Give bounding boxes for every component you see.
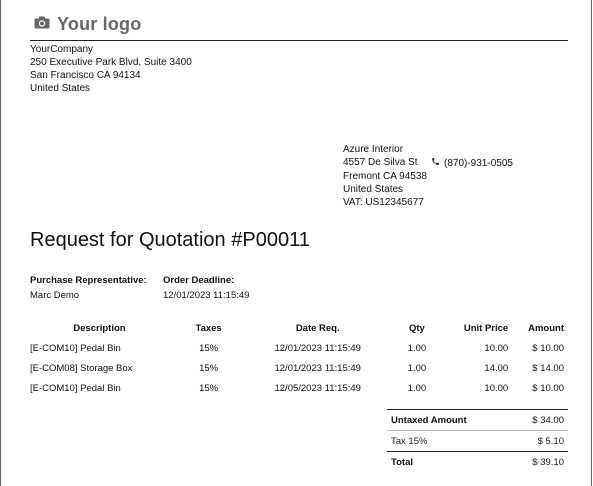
col-qty: Qty [409,322,425,334]
page-title: Request for Quotation #P00011 [30,229,310,251]
camera-icon [34,16,50,34]
row-amount: $ 10.00 [532,342,564,354]
row-qty: 1.00 [407,342,427,354]
table-row [30,378,568,398]
col-date: Date Req. [295,322,340,334]
vendor-phone-number: (870)-931-0505 [444,157,513,169]
col-description: Description [73,322,126,334]
vendor-address [343,143,427,209]
col-taxes: Taxes [195,322,222,334]
row-description: [E-COM10] Pedal Bin [30,382,121,394]
vendor-name: Azure Interior [343,144,404,155]
col-unit-price: Unit Price [463,322,509,334]
company-street: 250 Executive Park Blvd, Suite 3400 [30,57,192,68]
row-qty: 1.00 [407,362,427,374]
logo-text: Your logo [57,14,142,34]
row-unit-price: 10.00 [484,382,509,394]
row-description: [E-COM10] Pedal Bin [30,342,121,354]
row-amount: $ 10.00 [532,382,564,394]
company-name: YourCompany [30,44,94,55]
vendor-phone [431,157,513,169]
untaxed-amount-row [387,410,568,431]
purchase-representative [30,273,147,303]
row-unit-price: 10.00 [484,342,509,354]
rep-label: Purchase Representative: [30,275,147,286]
untaxed-label: Untaxed Amount [387,410,510,431]
row-description: [E-COM08] Storage Box [30,362,133,374]
phone-icon [431,157,440,169]
row-taxes: 15% [199,362,219,374]
table-row [30,338,568,358]
company-country: United States [30,83,91,94]
row-taxes: 15% [199,342,219,354]
untaxed-value: $ 34.00 [510,410,568,431]
order-lines-table [30,318,568,398]
row-taxes: 15% [199,382,219,394]
page-right-border [591,0,592,486]
order-deadline [163,273,249,303]
rep-value: Marc Demo [30,290,80,301]
total-label: Total [391,456,413,468]
tax-row [387,431,568,452]
deadline-value: 12/01/2023 11:15:49 [163,290,250,301]
vendor-street: 4557 De Silva St [343,157,418,169]
page-left-border [0,0,1,486]
totals-table [387,409,568,472]
company-city: San Francisco CA 94134 [30,70,141,81]
tax-value: $ 5.10 [510,431,568,452]
total-value: $ 39.10 [532,456,564,468]
table-row [30,358,568,378]
vendor-vat: VAT: US12345677 [343,197,424,209]
tax-label: Tax 15% [387,431,510,452]
company-address [30,43,192,95]
row-date: 12/05/2023 11:15:49 [274,382,361,394]
deadline-label: Order Deadline: [163,275,235,286]
row-date: 12/01/2023 11:15:49 [274,342,361,354]
row-unit-price: 14.00 [484,362,509,374]
total-row [387,452,568,473]
vendor-country: United States [343,183,404,195]
row-qty: 1.00 [407,382,427,394]
vendor-city: Fremont CA 94538 [343,170,427,182]
header-divider [30,40,568,41]
col-amount: Amount [528,322,564,334]
company-logo [34,14,141,35]
row-amount: $ 14.00 [532,362,564,374]
table-header-row [30,318,568,338]
row-date: 12/01/2023 11:15:49 [274,362,361,374]
